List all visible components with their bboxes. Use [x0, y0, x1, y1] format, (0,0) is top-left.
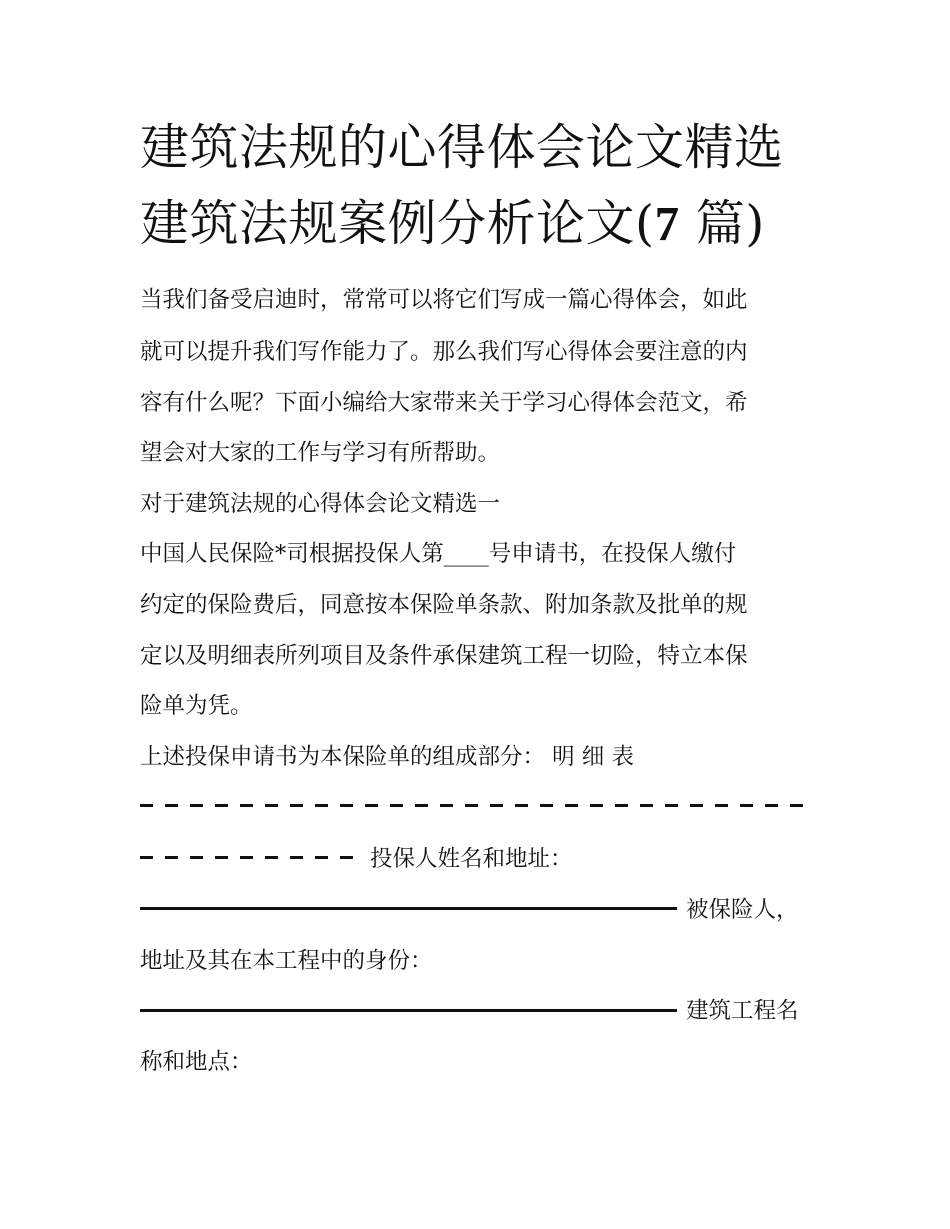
intro-line-4: 望会对大家的工作与学习有所帮助。 [140, 440, 501, 466]
title-text-2-suffix: 篇) [679, 195, 765, 252]
body-line-1: 中国人民保险*司根据投保人第____号申请书，在投保人缴付 [140, 541, 737, 567]
title-text-2-prefix: 建筑法规案例分析论文( [140, 195, 655, 252]
dashed-separator-2 [140, 856, 355, 859]
insured-address-label: 地址及其在本工程中的身份： [140, 948, 433, 974]
intro-line-1: 当我们备受启迪时，常常可以将它们写成一篇心得体会，如此 [140, 287, 748, 313]
dashed-separator-1 [140, 804, 805, 807]
body-line-3: 定以及明细表所列项目及条件承保建筑工程一切险，特立本保 [140, 643, 748, 669]
composition-line: 上述投保申请书为本保险单的组成部分： 明 细 表 [140, 744, 634, 770]
applicant-label: 投保人姓名和地址： [370, 846, 573, 872]
document-title-line-2 [140, 194, 820, 254]
applicant-blank-line [140, 907, 677, 910]
project-name-label: 建筑工程名 [686, 998, 799, 1024]
title-text-1: 建筑法规的心得体会论文精选 [140, 119, 784, 176]
intro-line-3: 容有什么呢？下面小编给大家带来关于学习心得体会范文，希 [140, 390, 748, 416]
insured-blank-line [140, 1009, 677, 1012]
intro-line-2: 就可以提升我们写作能力了。那么我们写心得体会要注意的内 [140, 339, 748, 365]
document-title-line-1 [140, 118, 820, 178]
body-line-4: 险单为凭。 [140, 693, 253, 719]
body-line-2: 约定的保险费后，同意按本保险单条款、附加条款及批单的规 [140, 592, 748, 618]
section-heading: 对于建筑法规的心得体会论文精选一 [140, 491, 501, 517]
insured-label: 被保险人， [686, 897, 799, 923]
project-name-label-cont: 称和地点： [140, 1049, 253, 1075]
title-text-2-number: 7 [654, 196, 680, 251]
